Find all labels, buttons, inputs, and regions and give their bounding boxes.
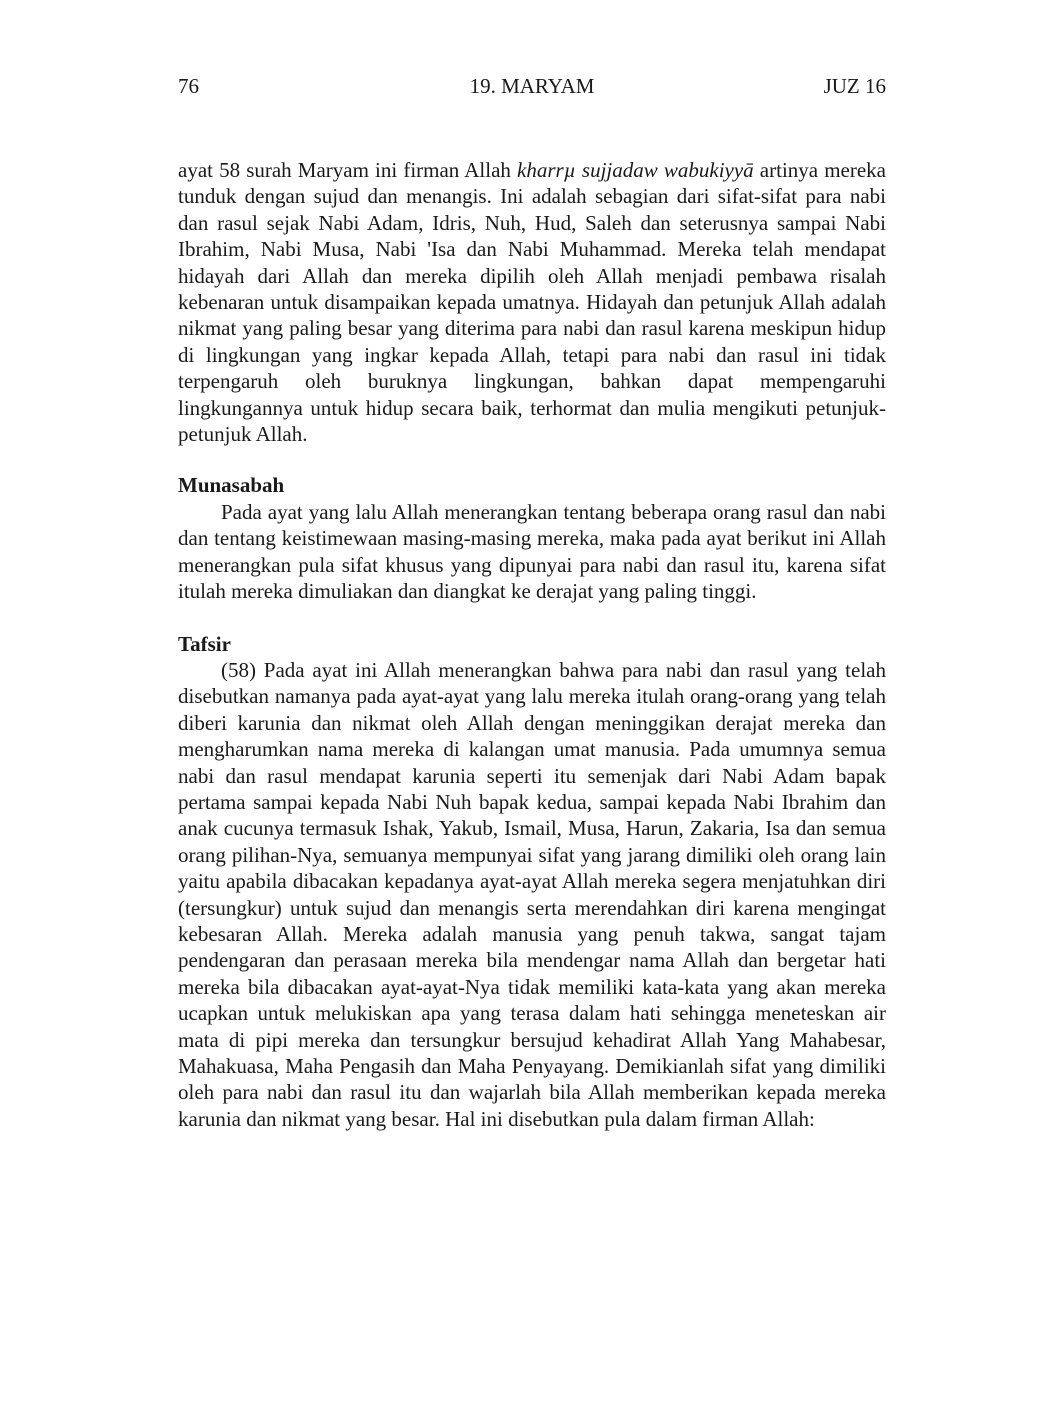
- chapter-title: 19. MARYAM: [469, 74, 595, 98]
- page-header: [178, 74, 886, 102]
- page-number: 76: [178, 74, 199, 98]
- tafsir-paragraph: (58) Pada ayat ini Allah menerangkan bahwa para nabi dan rasul yang telah disebutkan namanya pada ayat-ayat yang lalu mereka itulah orang-orang yang telah diberi karunia dan nikmat oleh Allah dengan meninggikan derajat mereka dan mengharumkan nama mereka di kalangan umat manusia. Pada umumnya semua nabi dan rasul mendapat karunia seperti itu semenjak dari Nabi Adam bapak pertama sampai kepada Nabi Nuh bapak kedua, sampai kepada Nabi Ibrahim dan anak cucunya termasuk Ishak, Yakub, Ismail, Musa, Harun, Zakaria, Isa dan semua orang pilihan-Nya, semuanya mempunyai sifat yang jarang dimiliki oleh orang lain yaitu apabila dibacakan kepadanya ayat-ayat Allah mereka segera menjatuhkan diri (tersungkur) untuk sujud dan menangis serta merendahkan diri karena mengingat kebesaran Allah. Mereka adalah manusia yang penuh takwa, sangat tajam pendengaran dan perasaan mereka bila mendengar nama Allah dan bergetar hati mereka bila dibacakan ayat-ayat-Nya tidak memiliki kata-kata yang akan mereka ucapkan untuk melukiskan apa yang terasa dalam hati sehingga meneteskan air mata di pipi mereka dan tersungkur bersujud kehadirat Allah Yang Mahabesar, Mahakuasa, Maha Pengasih dan Maha Penyayang. Demikianlah sifat yang dimiliki oleh para nabi dan rasul itu dan wajarlah bila Allah memberikan kepada mereka karunia dan nikmat yang besar. Hal ini disebutkan pula dalam firman Allah:: [178, 657, 886, 1131]
- intro-text-before: ayat 58 surah Maryam ini firman Allah: [178, 158, 518, 182]
- juz-label: JUZ 16: [823, 74, 886, 98]
- transliteration-phrase: kharrµ sujjadaw wabukiyyā: [517, 158, 754, 182]
- munasabah-heading: Munasabah: [178, 473, 285, 498]
- munasabah-paragraph: Pada ayat yang lalu Allah menerangkan tentang beberapa orang rasul dan nabi dan tentang keistimewaan masing-masing mereka, maka pada ayat berikut ini Allah menerangkan pula sifat khusus yang dipunyai para nabi dan rasul itu, karena sifat itulah mereka dimuliakan dan diangkat ke derajat yang paling tinggi.: [178, 499, 886, 604]
- intro-text-after: artinya mereka tunduk dengan sujud dan menangis. Ini adalah sebagian dari sifat-sifat para nabi dan rasul sejak Nabi Adam, Idris, Nuh, Hud, Saleh dan seterusnya sampai Nabi Ibrahim, Nabi Musa, Nabi 'Isa dan Nabi Muhammad. Mereka telah mendapat hidayah dari Allah dan mereka dipilih oleh Allah menjadi pembawa risalah kebenaran untuk disampaikan kepada umatnya. Hidayah dan petunjuk Allah adalah nikmat yang paling besar yang diterima para nabi dan rasul karena meskipun hidup di lingkungan yang ingkar kepada Allah, tetapi para nabi dan rasul ini tidak terpengaruh oleh buruknya lingkungan, bahkan dapat mempengaruhi lingkungannya untuk hidup secara baik, terhormat dan mulia mengikuti petunjuk-petunjuk Allah.: [178, 158, 887, 447]
- intro-paragraph: [178, 157, 886, 447]
- tafsir-heading: Tafsir: [178, 631, 231, 656]
- page-body: [178, 157, 886, 1132]
